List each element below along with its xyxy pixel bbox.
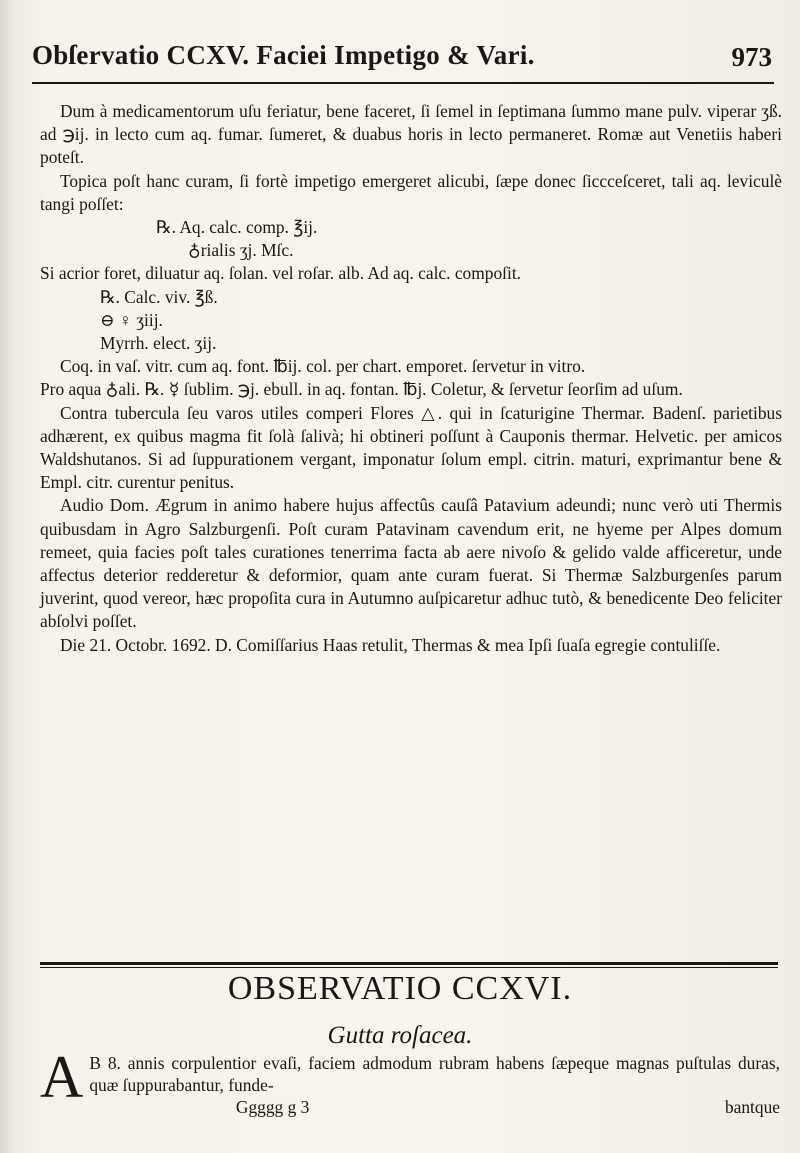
section-rule: [40, 962, 778, 965]
observation-heading: OBSERVATIO CCXVI.: [227, 970, 573, 1007]
paragraph: Si acrior foret, diluatur aq. ſolan. vel roſar. alb. Ad aq. calc. compoſit.: [40, 263, 521, 284]
drop-cap: A: [40, 1044, 84, 1110]
paragraph: Die 21. Octobr. 1692. D. Comiſſarius Haas retulit, Thermas & mea Ipſi ſuaſa egregie contuliſſe.: [60, 634, 721, 655]
prescription-line: ⊖ ♀ ʒiij.: [100, 309, 163, 330]
observation-title: Gutta roſacea.: [327, 1022, 473, 1049]
header-rule: [32, 82, 774, 84]
paragraph: Pro aqua ♁ali. ℞. ☿ ſublim. ℈j. ebull. in aq. fontan. ℔j. Coletur, & ſervetur ſeorſim ad uſum.: [40, 379, 683, 400]
signature-mark: Ggggg g 3: [235, 1097, 310, 1117]
section-rule-thin: [40, 967, 778, 968]
paragraph: Contra tubercula ſeu varos utiles comperi Flores △. qui in ſcaturigine Thermar. Badenſ. parietibus adhærent, ex quibus magma fit ſolà ſalivà; hi obtineri poſſunt à Cauponis thermar. Helvetic. per amicos Waldshutanos. Si ad ſuppurationem vergant, imponatur ſolum empl. citrin. maturi, exprimantur bene & Empl. citr. curentur penitus.: [40, 402, 782, 493]
prescription-line: Myrrh. elect. ʒij.: [100, 333, 217, 354]
prescription-line: ℞. Calc. viv. ℥ß.: [100, 286, 218, 307]
running-head-title: Obſervatio CCXV. Faciei Impetigo & Vari.: [32, 40, 535, 70]
paragraph: Audio Dom. Ægrum in animo habere hujus affectûs cauſâ Patavium adeundi; nunc verò uti Thermis quibusdam in Agro Salzburgenſi. Poſt curam Patavinam cavendum erit, ne hyeme per Alpes domum remeet, quia facies poſt tales curationes tenerrima facta ab aere nivoſo & gelido valde afficeretur, unde affectus deterior redderetur & deformior, quam ante curam fuerat. Si Thermæ Salzburgenſes parum juverint, quod vereor, hæc propoſita cura in Autumno auſpicaretur adhuc tutò, & benedicente Deo feliciter abſolvi poſſet.: [40, 495, 782, 632]
paragraph: Coq. in vaſ. vitr. cum aq. font. ℔ij. col. per chart. emporet. ſervetur in vitro.: [60, 356, 586, 377]
page-number: 973: [731, 42, 772, 72]
catchword: bantque: [724, 1097, 780, 1117]
paragraph: Dum à medicamentorum uſu feriatur, bene faceret, ſi ſemel in ſeptimana ſummo mane pulv. viperar ʒß. ad ℈ij. in lecto cum aq. fumar. ſumeret, & duabus horis in lecto permaneret. Romæ aut Venetiis haberi poteſt.: [40, 101, 782, 168]
prescription-line: ℞. Aq. calc. comp. ℥ij.: [156, 217, 318, 238]
body-text: [40, 100, 782, 657]
prescription-line: ♁rialis ʒj. Mſc.: [188, 240, 294, 261]
running-head: [32, 40, 774, 82]
observation-body: [40, 1044, 780, 1118]
observation-text: B 8. annis corpulentior evaſi, faciem admodum rubram habens ſæpeque magnas puſtulas duras, quæ ſuppurabantur, funde-: [89, 1053, 780, 1095]
paragraph: Topica poſt hanc curam, ſi fortè impetigo emergeret alicubi, ſæpe donec ſiccceſceret, tali aq. leviculè tangi poſſet:: [40, 170, 782, 214]
